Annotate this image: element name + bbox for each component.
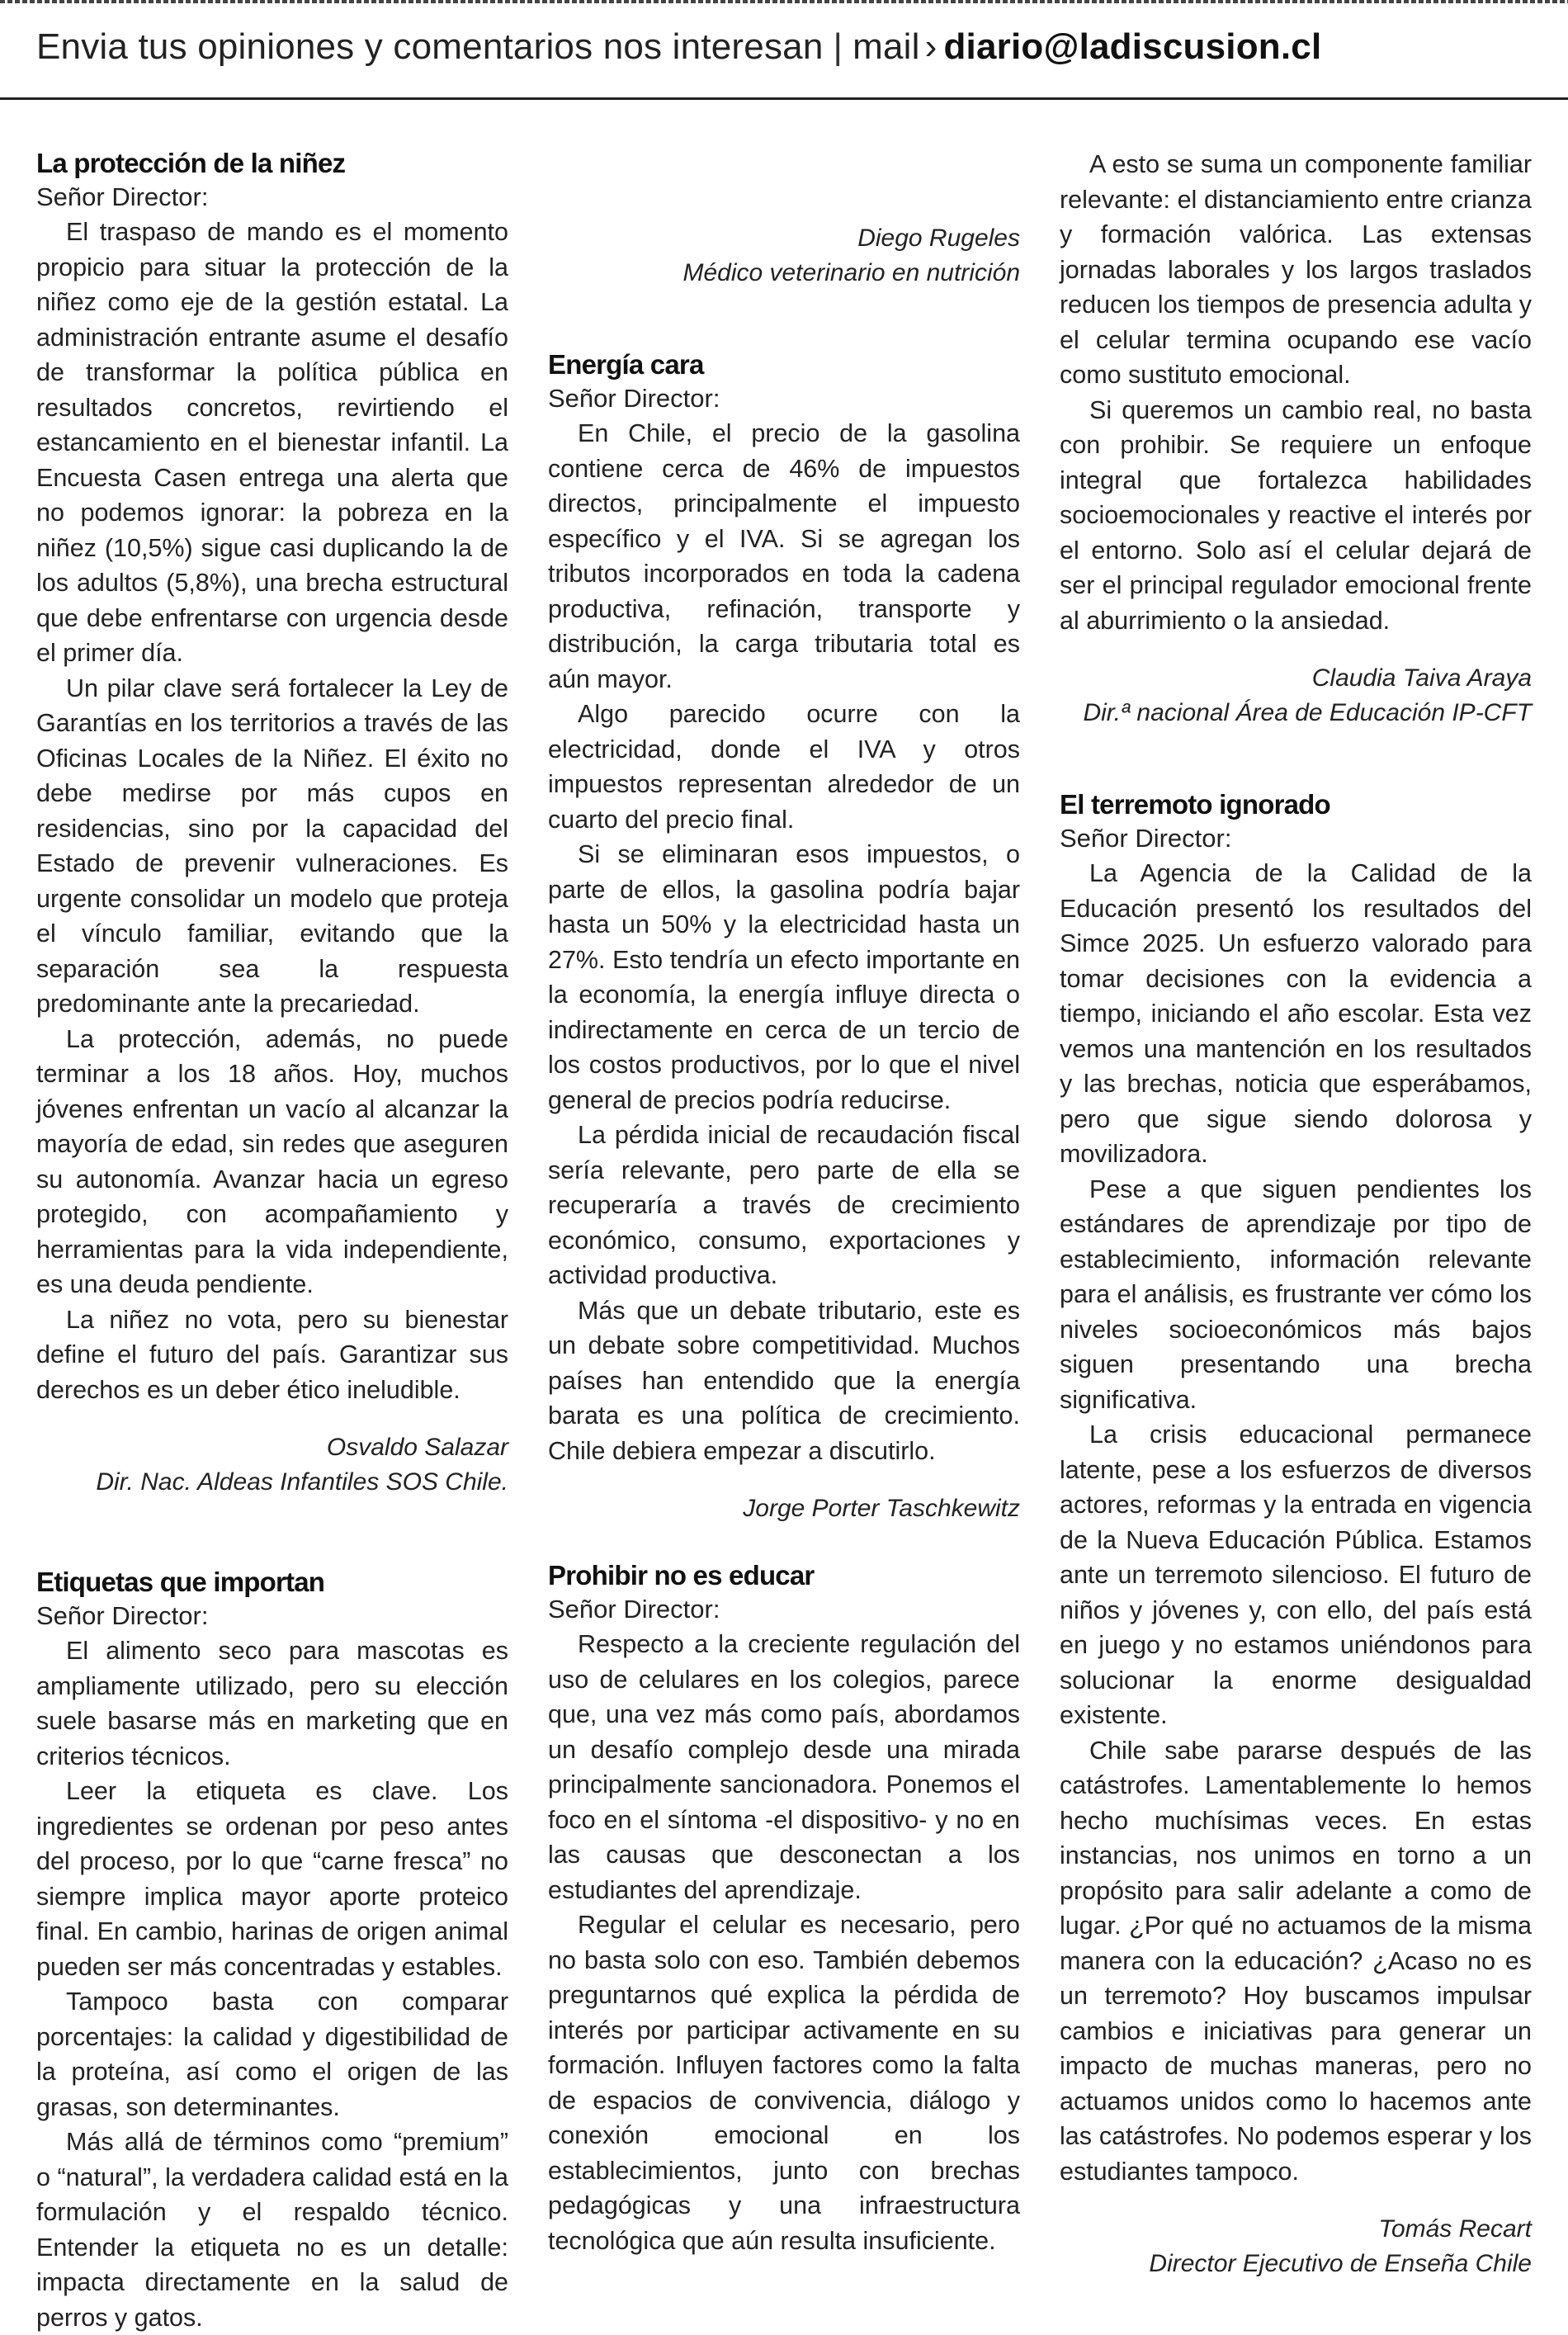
email-link[interactable]: diario@ladiscusion.cl (943, 26, 1322, 67)
letter-paragraph: Leer la etiqueta es clave. Los ingredientes se ordenan por peso antes del proceso, por lo que “carne fresca” no siempre implica mayor aporte proteico final. En cambio, harinas de origen animal pueden ser más concentradas y estables. (36, 1777, 508, 1981)
letter-paragraph: En Chile, el precio de la gasolina contiene cerca de 46% de impuestos directos, principalmente el impuesto específico y el IVA. Si se agregan los tributos incorporados en toda la cadena productiva, refinación, transporte y distribución, la carga tributaria total es aún mayor. (548, 419, 1020, 693)
letter-paragraph: Un pilar clave será fortalecer la Ley de Garantías en los territorios a través de las Oficinas Locales de la Niñez. El éxito no debe medirse por más cupos en residencias, sino por la capacidad del Estado de prevenir vulneraciones. Es urgente consolidar un modelo que proteja el vínculo familiar, evitando que la separación sea la respuesta predominante ante la precariedad. (36, 674, 508, 1018)
header-line (36, 26, 1321, 68)
letter-signature-etiquetas (548, 221, 1020, 291)
letter-prohibir-cont (1060, 147, 1532, 730)
letter-paragraph: La niñez no vota, pero su bienestar define el futuro del país. Garantizar sus derechos es un deber ético ineludible. (36, 1305, 508, 1404)
letter-paragraph: Tampoco basta con comparar porcentajes: la calidad y digestibilidad de la proteína, así como el origen de las grasas, son determinantes. (36, 1988, 508, 2121)
header-text: Envia tus opiniones y comentarios nos interesan (36, 26, 824, 67)
letter-salute: Señor Director: (548, 1595, 720, 1624)
letter-salute: Señor Director: (1060, 824, 1232, 853)
letter-signature (1060, 661, 1532, 730)
letter-paragraph: Más que un debate tributario, este es un debate sobre competitividad. Muchos países han entendido que la energía barata es una política de crecimiento. Chile debiera empezar a discutirlo. (548, 1296, 1020, 1465)
letter-signature (1060, 2212, 1532, 2281)
letter-terremoto (1060, 788, 1532, 2281)
letter-paragraph: Más allá de términos como “premium” o “natural”, la verdadera calidad está en la formulación y el respaldo técnico. Entender la etiqueta no es un detalle: impacta directamente en la salud de perros y gatos. (36, 2128, 508, 2332)
letter-paragraph: Regular el celular es necesario, pero no basta solo con eso. También debemos preguntarnos qué explica la pérdida de interés por participar activamente en su formación. Influyen factores como la falta de espacios de convivencia, diálogo y conexión emocional en los establecimientos, junto con brechas pedagógicas y una infraestructura tecnológica que aún resulta insuficiente. (548, 1911, 1020, 2255)
letter-paragraph: Si se eliminaran esos impuestos, o parte de ellos, la gasolina podría bajar hasta un 50% y la electricidad hasta un 27%. Esto tendría un efecto importante en la economía, la energía influye directa o indirectamente en cerca de un tercio de los costos productivos, por lo que el nivel general de precios podría reducirse. (548, 840, 1020, 1114)
header-separator: | (833, 26, 843, 67)
signature-name: Claudia Taiva Araya (1311, 664, 1532, 692)
letter-paragraph: La protección, además, no puede terminar a los 18 años. Hoy, muchos jóvenes enfrentan un vacío al alcanzar la mayoría de edad, sin redes que aseguren su autonomía. Avanzar hacia un egreso protegido, con acompañamiento y herramientas para la vida independiente, es una deuda pendiente. (36, 1024, 508, 1298)
letter-title: Energía cara (548, 349, 704, 380)
signature-name: Osvaldo Salazar (326, 1434, 508, 1461)
letter-title: El terremoto ignorado (1060, 789, 1330, 820)
letter-paragraph: Pese a que siguen pendientes los estándares de aprendizaje por tipo de establecimiento, información relevante para el análisis, es frustrante ver cómo los niveles socioeconómicos más bajos siguen presentando una brecha significativa. (1060, 1175, 1532, 1414)
letter-salute: Señor Director: (36, 182, 209, 211)
letter-paragraph: El traspaso de mando es el momento propicio para situar la protección de la niñez como eje de la gestión estatal. La administración entrante asume el desafío de transformar la política pública en resultados concretos, revirtiendo el estancamiento en el bienestar infantil. La Encuesta Casen entrega una alerta que no podemos ignorar: la pobreza en la niñez (10,5%) sigue casi duplicando la de los adultos (5,8%), una brecha estructural que debe enfrentarse con urgencia desde el primer día. (36, 218, 508, 667)
letter-salute: Señor Director: (36, 1601, 209, 1630)
mail-label: mail (852, 26, 920, 67)
signature-role: Director Ejecutivo de Enseña Chile (1149, 2250, 1532, 2277)
signature-name: Diego Rugeles (857, 225, 1020, 252)
letter-paragraph: La Agencia de la Calidad de la Educación presentó los resultados del Simce 2025. Un esfuerzo valorado para tomar decisiones con la evidencia a tiempo, iniciando el año escolar. Esta vez vemos una mantención en los resultados y las brechas, noticia que esperábamos, pero que sigue siendo dolorosa y movilizadora. (1060, 859, 1532, 1168)
letter-paragraph: El alimento seco para mascotas es ampliamente utilizado, pero su elección suele basarse más en marketing que en criterios técnicos. (36, 1637, 508, 1770)
letter-title: Prohibir no es educar (548, 1560, 815, 1591)
letter-prohibir (548, 1559, 1020, 2258)
column-3 (1060, 147, 1532, 2281)
letter-paragraph: Chile sabe pararse después de las catástrofes. Lamentablemente lo hemos hecho muchísimas veces. En estas instancias, nos unimos en torno a un propósito para salir adelante a como de lugar. ¿Por qué no actuamos de la misma manera con la educación? ¿Acaso no es un terremoto? Hoy buscamos impulsar cambios e iniciativas para generar un impacto de muchas maneras, pero no actuamos unidos como lo hacemos ante las catástrofes. No podemos esperar y los estudiantes tampoco. (1060, 1736, 1532, 2186)
column-1 (36, 147, 508, 2335)
signature-role: Médico veterinario en nutrición (682, 259, 1020, 286)
signature-name: Tomás Recart (1378, 2215, 1532, 2243)
signature-name: Jorge Porter Taschkewitz (743, 1495, 1020, 1522)
letter-paragraph: Algo parecido ocurre con la electricidad, donde el IVA y otros impuestos representan alrededor de un cuarto del precio final. (548, 700, 1020, 834)
signature-role: Dir.ª nacional Área de Educación IP-CFT (1083, 699, 1532, 726)
letter-signature (36, 1430, 508, 1500)
letter-signature (548, 1491, 1020, 1526)
letter-etiquetas (36, 1566, 508, 2335)
letter-paragraph: A esto se suma un componente familiar relevante: el distanciamiento entre crianza y formación valórica. Las extensas jornadas laborales y los largos traslados reducen los tiempos de presencia adulta y el celular termina ocupando ese vacío como sustituto emocional. (1060, 150, 1532, 389)
letter-energia (548, 348, 1020, 1526)
letter-paragraph: La crisis educacional permanece latente, pese a los esfuerzos de diversos actores, reformas y la entrada en vigencia de la Nueva Educación Pública. Estamos ante un terremoto silencioso. El futuro de niños y jóvenes y, con ello, del país está en juego y no estamos uniéndonos para solucionar la enorme desigualdad existente. (1060, 1420, 1532, 1729)
letter-paragraph: Si queremos un cambio real, no basta con prohibir. Se requiere un enfoque integral que fortalezca habilidades socioemocionales y reactive el interés por el entorno. Solo así el celular dejará de ser el principal regulador emocional frente al aburrimiento o la ansiedad. (1060, 395, 1532, 635)
letter-title: Etiquetas que importan (36, 1567, 325, 1597)
column-2 (548, 147, 1020, 2258)
signature-role: Dir. Nac. Aldeas Infantiles SOS Chile. (96, 1468, 508, 1496)
letter-paragraph: La pérdida inicial de recaudación fiscal sería relevante, pero parte de ella se recuperaría a través de crecimiento económico, consumo, exportaciones y actividad productiva. (548, 1121, 1020, 1289)
letter-title: La protección de la niñez (36, 148, 346, 178)
letter-salute: Señor Director: (548, 384, 720, 413)
header-band (0, 0, 1568, 100)
letter-paragraph: Respecto a la creciente regulación del uso de celulares en los colegios, parece que, una vez más como país, abordamos un desafío complejo desde una mirada principalmente sancionadora. Ponemos el foco en el síntoma -el dispositivo- y no en las causas que desconectan a los estudiantes del aprendizaje. (548, 1630, 1020, 1904)
chevron-right-icon: › (924, 26, 937, 67)
letter-ninez (36, 147, 508, 1500)
